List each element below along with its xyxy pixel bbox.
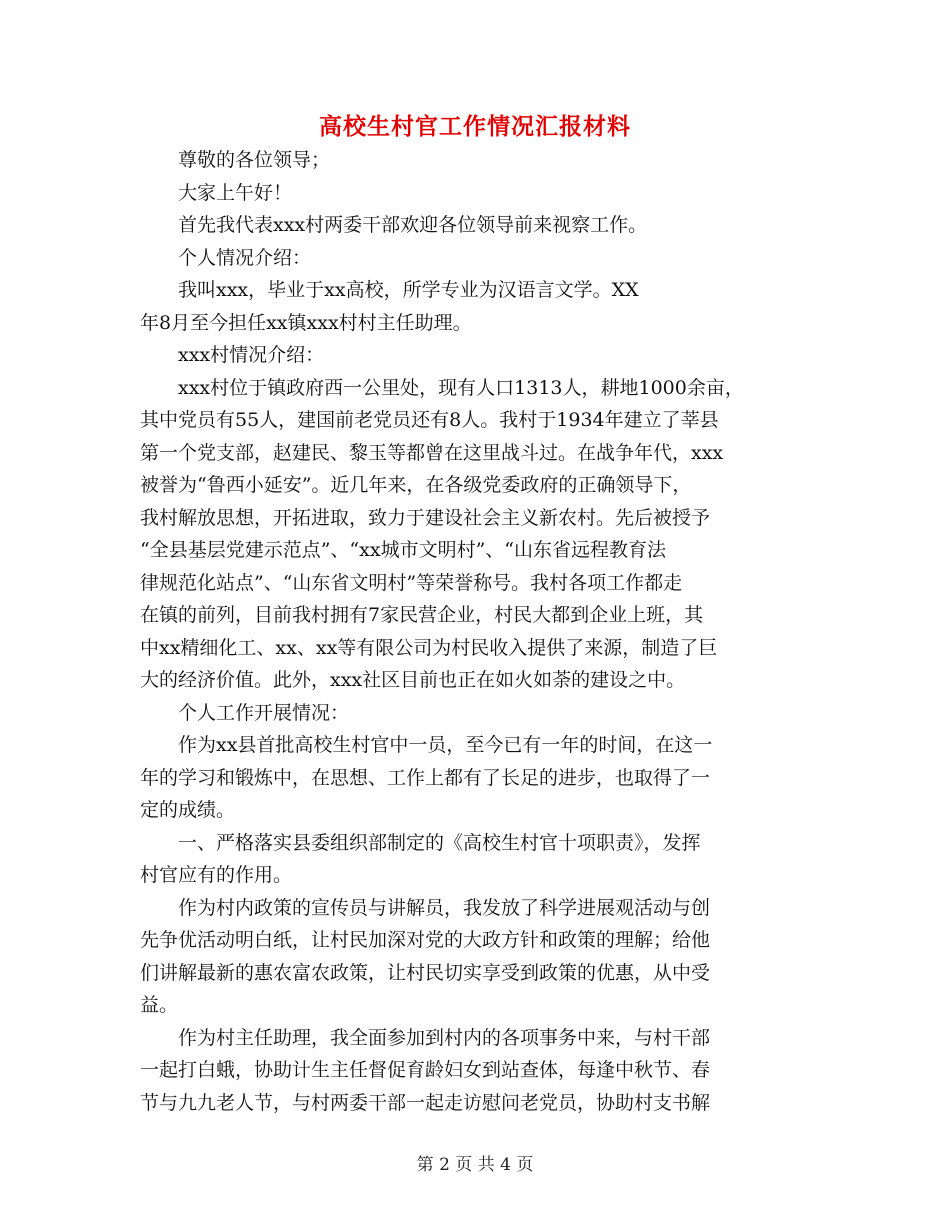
paragraph [140,177,810,210]
paragraph [140,209,810,242]
text-line: xxx村位于镇政府西一公里处，现有人口1313人，耕地1000余亩， [178,376,744,399]
text-line: 我叫xxx，毕业于xx高校，所学专业为汉语言文学。XX [178,279,639,301]
text-line: 益。 [140,994,179,1016]
text-line: 作为xx县首批高校生村官中一员，至今已有一年的时间，在这一 [178,734,713,756]
paragraph [140,242,810,275]
text-line: 第一个党支部，赵建民、黎玉等都曾在这里战斗过。在战争年代，xxx [140,441,724,464]
text-line: 被誉为“鲁西小延安”。近几年来，在各级党委政府的正确领导下， [140,474,692,496]
text-line: 中xx精细化工、xx、xx等有限公司为村民收入提供了来源，制造了巨 [140,636,718,659]
paragraph [140,697,810,730]
text-line: 大家上午好！ [178,181,293,204]
paragraph [140,339,810,372]
text-line: 个人工作开展情况： [178,701,350,724]
text-line: 一起打白蛾，协助计生主任督促育龄妇女到站查体，每逢中秋节、春 [140,1059,711,1081]
text-line: 个人情况介绍： [178,246,312,269]
paragraph [140,1022,810,1120]
page-footer: 第 2 页 共 4 页 [416,1155,534,1175]
text-line: 年8月至今担任xx镇xxx村村主任助理。 [140,311,472,334]
text-line: 先争优活动明白纸，让村民加深对党的大政方针和政策的理解；给他 [140,929,711,951]
paragraph [140,827,810,892]
paragraph [140,144,810,177]
text-line: 我村解放思想，开拓进取，致力于建设社会主义新农村。先后被授予 [140,506,711,529]
text-line: 村官应有的作用。 [140,864,293,886]
text-line: 定的成绩。 [140,799,236,821]
text-line: 们讲解最新的惠农富农政策，让村民切实享受到政策的优惠，从中受 [140,961,711,984]
paragraph [140,729,810,827]
document-body [140,144,810,1119]
text-line: 作为村主任助理，我全面参加到村内的各项事务中来，与村干部 [178,1026,711,1049]
text-line: 一、严格落实县委组织部制定的《高校生村官十项职责》，发挥 [178,831,701,854]
text-line: 作为村内政策的宣传员与讲解员，我发放了科学进展观活动与创 [178,896,711,919]
text-line: xxx村情况介绍： [178,344,325,366]
paragraph [140,892,810,1022]
text-line: “全县基层党建示范点”、“xx城市文明村”、“山东省远程教育法 [140,539,666,561]
text-line: 其中党员有55人，建国前老党员还有8人。我村于1934年建立了莘县 [140,409,719,431]
text-line: 首先我代表xxx村两委干部欢迎各位领导前来视察工作。 [178,214,648,236]
text-line: 节与九九老人节，与村两委干部一起走访慰问老党员，协助村支书解 [140,1091,711,1114]
paragraph [140,372,810,697]
paragraph [140,274,810,339]
text-line: 尊敬的各位领导； [178,149,331,171]
document-title: 高校生村官工作情况汇报材料 [319,113,631,140]
text-line: 大的经济价值。此外，xxx社区目前也正在如火如荼的建设之中。 [140,669,686,691]
text-line: 在镇的前列，目前我村拥有7家民营企业，村民大都到企业上班，其 [140,604,704,626]
text-line: 律规范化站点”、“山东省文明村”等荣誉称号。我村各项工作都走 [140,571,683,594]
text-line: 年的学习和锻炼中，在思想、工作上都有了长足的进步，也取得了一 [140,766,711,789]
